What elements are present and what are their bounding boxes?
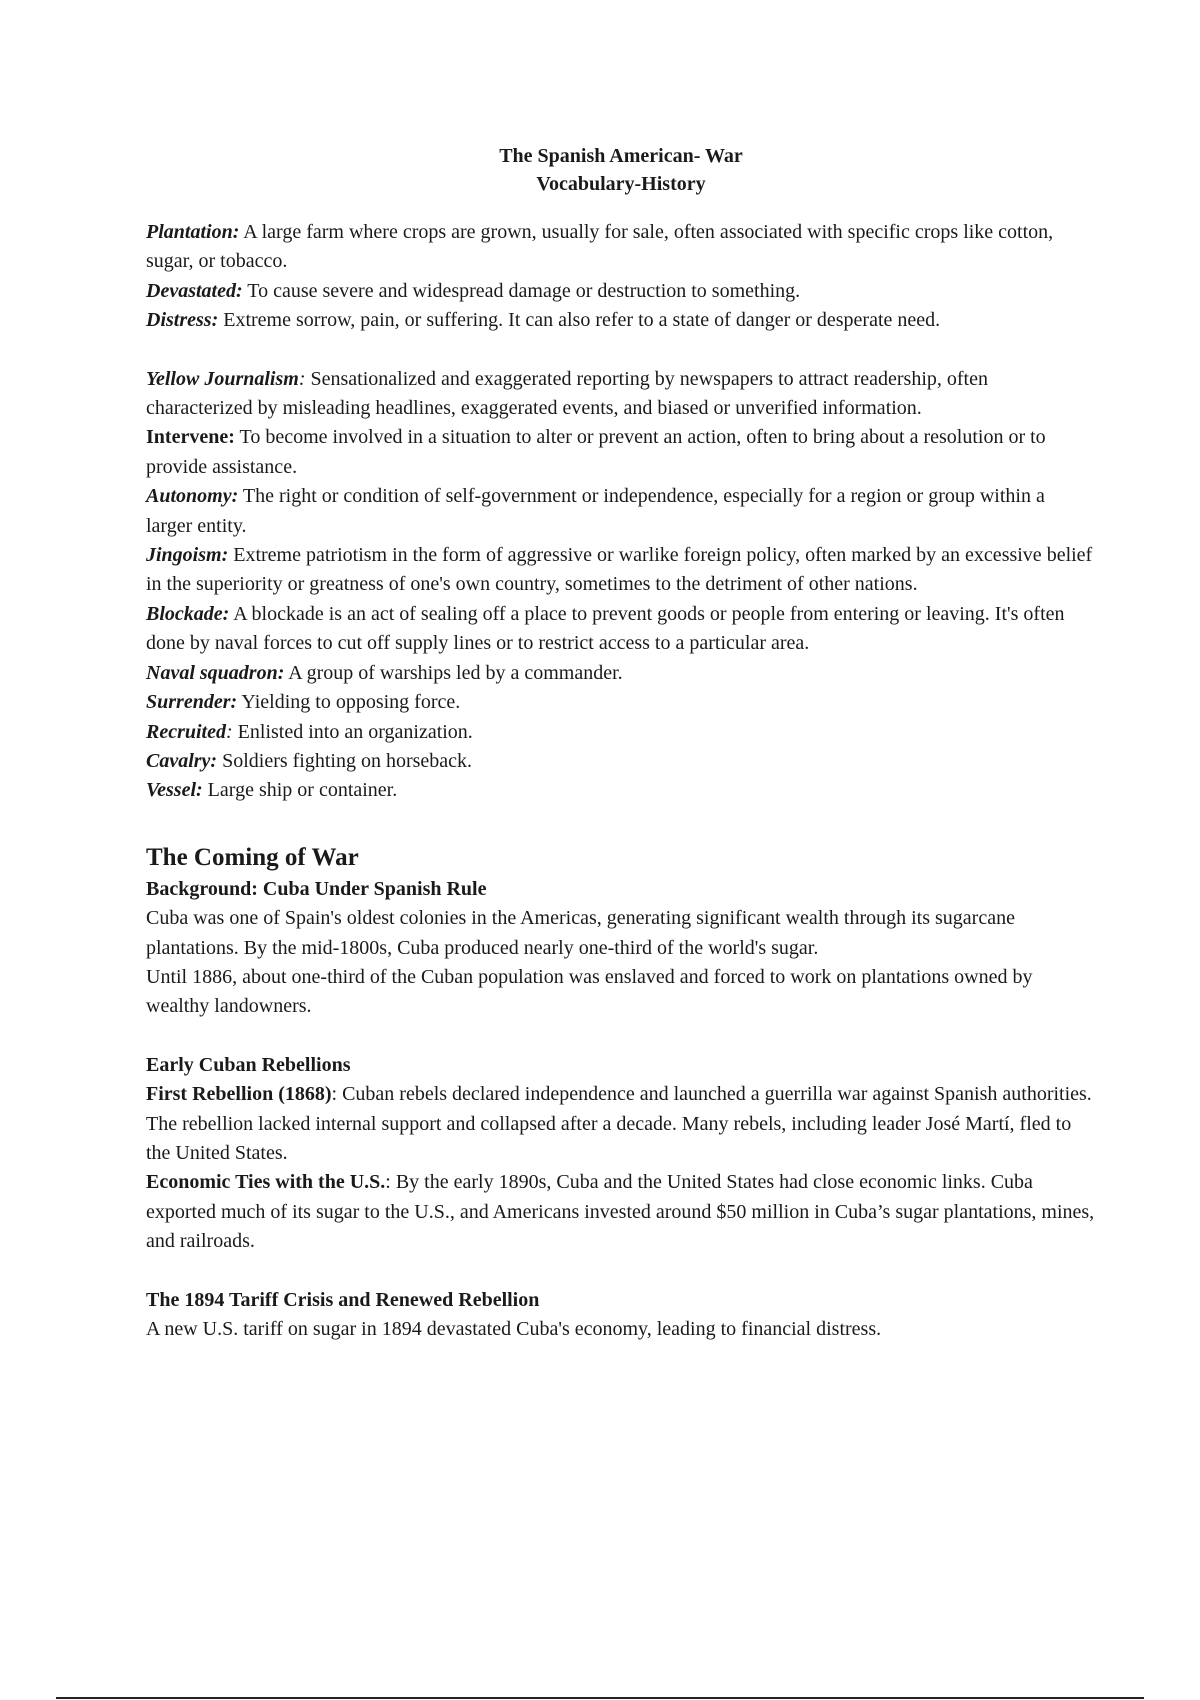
vocab-term: Naval squadron: — [146, 661, 285, 684]
vocab-term: Recruited — [146, 720, 226, 743]
vocab-entry-naval-squadron — [146, 659, 1096, 688]
vocab-definition: To cause severe and widespread damage or destruction to something. — [242, 279, 801, 302]
economic-ties-label: Economic Ties with the U.S. — [146, 1171, 386, 1194]
vocab-term-suffix: : — [226, 720, 233, 743]
spacer — [146, 1022, 1096, 1051]
document-page — [146, 142, 1096, 1344]
vocab-term: Cavalry: — [146, 749, 218, 772]
first-rebellion-label: First Rebellion (1868) — [146, 1083, 332, 1106]
vocab-term: Autonomy: — [146, 485, 239, 508]
title-line-2: Vocabulary-History — [536, 173, 706, 195]
background-paragraph-2: Until 1886, about one-third of the Cuban population was enslaved and forced to work on plantations owned by wealthy landowners. — [146, 965, 1033, 1018]
vocab-entry-blockade — [146, 600, 1096, 659]
vocab-term: Yellow Journalism — [146, 367, 299, 390]
spacer — [146, 336, 1096, 365]
vocab-group-1 — [146, 218, 1096, 336]
economic-ties-text: : By the early 1890s, Cuba and the United States had close economic links. Cuba exported much of its sugar to the U.S., and Americans invested around $50 million in Cuba’s sugar plantations, mines, and railroads. — [146, 1171, 1095, 1253]
vocab-definition: Extreme sorrow, pain, or suffering. It can also refer to a state of danger or desperate need. — [218, 309, 941, 332]
tariff-paragraph: A new U.S. tariff on sugar in 1894 devastated Cuba's economy, leading to financial distress. — [146, 1318, 882, 1340]
vocab-definition: A blockade is an act of sealing off a place to prevent goods or people from entering or leaving. It's often done by naval forces to cut off supply lines or to restrict access to a particular area. — [146, 602, 1065, 655]
vocab-term: Surrender: — [146, 691, 238, 714]
vocab-definition: Large ship or container. — [202, 779, 398, 802]
title-line-1: The Spanish American- War — [499, 145, 743, 167]
vocab-definition: Extreme patriotism in the form of aggressive or warlike foreign policy, often marked by an excessive belief in the superiority or greatness of one's own country, sometimes to the detriment of other nations. — [146, 544, 1093, 596]
vocab-term: Vessel: — [146, 779, 203, 802]
tariff-subheading: The 1894 Tariff Crisis and Renewed Rebellion — [146, 1288, 540, 1311]
vocab-entry-cavalry — [146, 747, 1096, 776]
vocab-entry-surrender — [146, 688, 1096, 717]
spacer — [146, 1257, 1096, 1286]
vocab-definition: A group of warships led by a commander. — [284, 661, 623, 684]
vocab-entry-autonomy — [146, 482, 1096, 541]
rebellions-subheading: Early Cuban Rebellions — [146, 1053, 351, 1076]
vocab-definition: Sensationalized and exaggerated reporting by newspapers to attract readership, often characterized by misleading headlines, exaggerated events, and biased or unverified information. — [146, 367, 988, 420]
vocab-entry-vessel — [146, 776, 1096, 805]
vocab-term: Plantation: — [146, 221, 240, 243]
vocab-definition: The right or condition of self-government or independence, especially for a region or group within a larger entity. — [146, 485, 1045, 537]
vocab-term: Jingoism: — [146, 544, 229, 567]
vocab-entry-distress — [146, 306, 1096, 335]
vocab-term: Intervene: — [146, 426, 235, 449]
section-coming-of-war — [146, 841, 1096, 1345]
vocab-entry-yellow-journalism — [146, 365, 1096, 424]
bottom-divider — [56, 1697, 1144, 1699]
background-paragraph-1: Cuba was one of Spain's oldest colonies in the Americas, generating significant wealth through its sugarcane plantations. By the mid-1800s, Cuba produced nearly one-third of the world's sugar. — [146, 907, 1015, 959]
vocab-entry-plantation — [146, 218, 1096, 277]
document-title — [146, 142, 1096, 198]
vocab-definition: Soldiers fighting on horseback. — [217, 749, 473, 772]
vocab-entry-devastated — [146, 277, 1096, 306]
first-rebellion-paragraph — [146, 1080, 1096, 1168]
vocab-term: Blockade: — [146, 602, 230, 625]
vocab-term: Devastated: — [146, 279, 243, 302]
vocab-entry-intervene — [146, 423, 1096, 482]
section-heading: The Coming of War — [146, 843, 359, 871]
vocab-term: Distress: — [146, 309, 219, 332]
vocab-group-2 — [146, 365, 1096, 806]
background-subheading: Background: Cuba Under Spanish Rule — [146, 877, 487, 900]
vocab-term-suffix: : — [298, 367, 306, 390]
vocab-definition: Enlisted into an organization. — [232, 720, 473, 743]
vocab-definition: To become involved in a situation to alter or prevent an action, often to bring about a resolution or to provide assistance. — [146, 426, 1046, 478]
spacer — [146, 806, 1096, 835]
economic-ties-paragraph — [146, 1168, 1096, 1256]
vocab-definition: A large farm where crops are grown, usually for sale, often associated with specific crops like cotton, sugar, or tobacco. — [146, 221, 1054, 273]
vocab-entry-recruited — [146, 718, 1096, 747]
first-rebellion-text: : Cuban rebels declared independence and launched a guerrilla war against Spanish authorities. The rebellion lacked internal support and collapsed after a decade. Many rebels, including leader José Martí, fled to the United States. — [146, 1083, 1092, 1164]
vocab-definition: Yielding to opposing force. — [237, 691, 461, 714]
vocab-entry-jingoism — [146, 541, 1096, 600]
